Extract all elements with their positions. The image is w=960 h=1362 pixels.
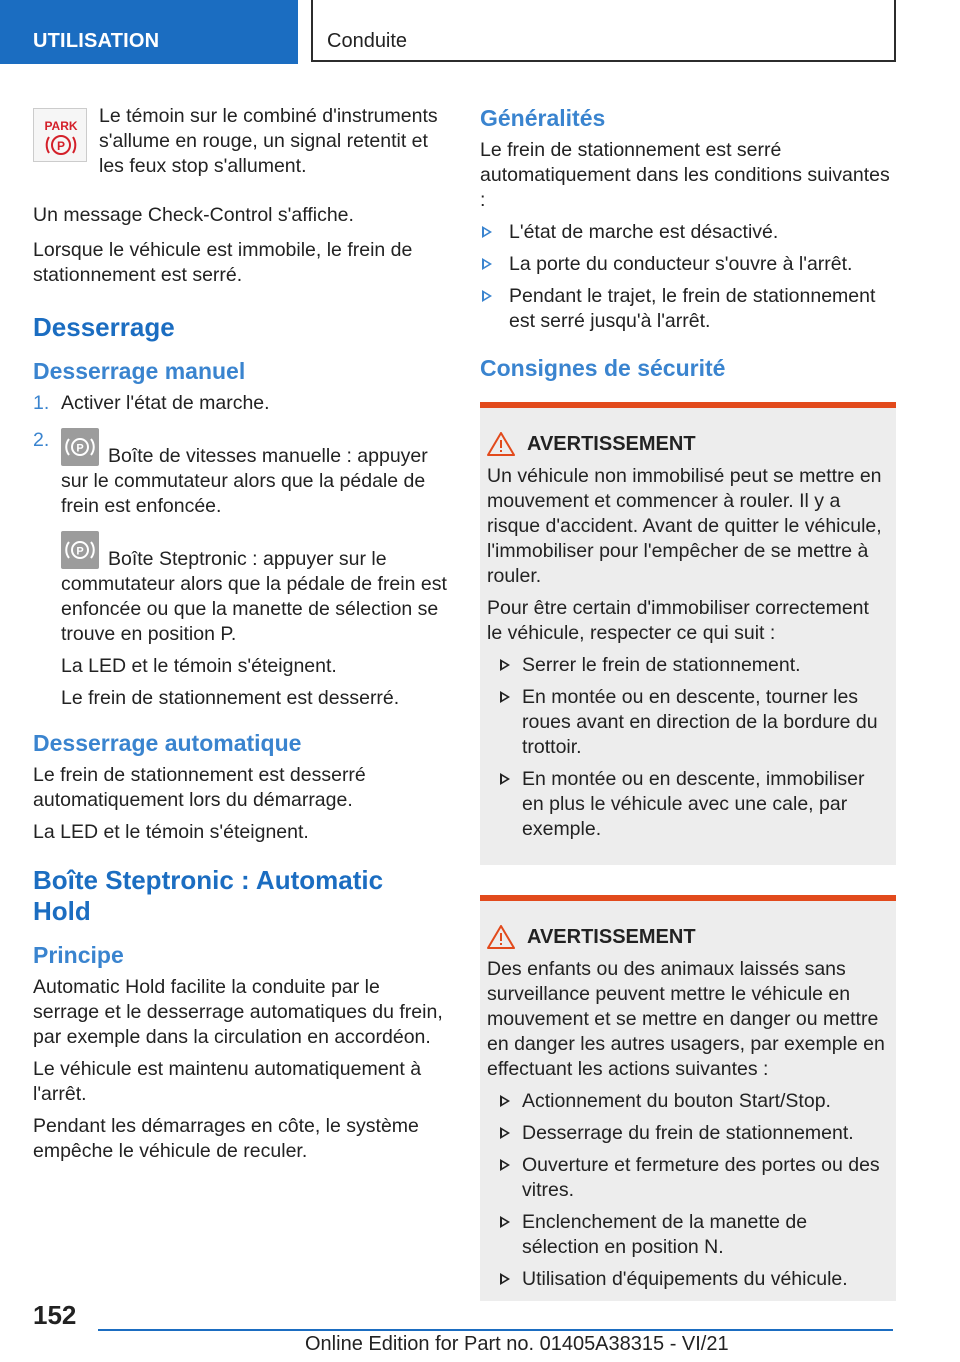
warning-box-1 xyxy=(480,402,896,865)
bullet-triangle-icon xyxy=(482,226,492,238)
immobile-text: Lorsque le véhicule est immobile, le frein de stationnement est serré. xyxy=(33,239,413,286)
parking-brake-warning-icon xyxy=(33,108,87,162)
list-item: L'état de marche est désactivé. xyxy=(480,220,896,245)
bullet-triangle-icon xyxy=(482,290,492,302)
heading-desserrage: Desserrage xyxy=(33,312,175,342)
parking-brake-switch-icon xyxy=(61,531,99,569)
step-2-steptronic xyxy=(33,531,448,647)
step-2-led-text: La LED et le témoin s'éteignent. xyxy=(61,655,337,677)
auto-text-1: Le frein de stationnement est desserré automatiquement lors du démarrage. xyxy=(33,764,366,811)
park-warning-block xyxy=(33,100,448,203)
step-2-released xyxy=(33,686,448,711)
list-item: Pendant le trajet, le frein de stationnement est serré jusqu'à l'arrêt. xyxy=(480,284,896,334)
warning-triangle-icon xyxy=(487,432,515,456)
step-2-steptronic-text: Boîte Steptronic : appuyer sur le commutateur alors que la pédale de frein est enfoncée ou que la manette de sélection se trouve en position P. xyxy=(61,548,447,645)
warning-title: AVERTISSEMENT xyxy=(487,923,888,951)
bullet-triangle-icon xyxy=(500,1273,510,1285)
list-item: Enclenchement de la manette de sélection en position N. xyxy=(487,1210,888,1260)
bullet-triangle-icon xyxy=(500,773,510,785)
warning-title: AVERTISSEMENT xyxy=(487,430,888,458)
heading-generalites: Généralités xyxy=(480,105,606,131)
heading-desserrage-manuel: Desserrage manuel xyxy=(33,358,246,384)
principe-text-3: Pendant les démarrages en côte, le système empêche le véhicule de reculer. xyxy=(33,1115,419,1162)
check-control-text: Un message Check-Control s'affiche. xyxy=(33,204,354,226)
parking-brake-switch-icon xyxy=(61,428,99,466)
heading-desserrage-automatique: Desserrage automatique xyxy=(33,730,302,756)
step-1 xyxy=(33,391,448,416)
list-item: En montée ou en descente, immobiliser en plus le véhicule avec une cale, par exemple. xyxy=(487,767,888,842)
svg-text:P: P xyxy=(76,442,84,455)
bullet-triangle-icon xyxy=(500,1127,510,1139)
step-1-number: 1. xyxy=(33,392,50,414)
header-section-label: UTILISATION xyxy=(33,30,160,52)
bullet-triangle-icon xyxy=(500,691,510,703)
list-item: En montée ou en descente, tourner les roues avant en direction de la bordure du trottoir. xyxy=(487,685,888,760)
park-intro-text: Le témoin sur le combiné d'instruments s'allume en rouge, un signal retentit et les feux stop s'allument. xyxy=(99,105,438,177)
svg-text:P: P xyxy=(76,545,84,558)
park-icon-text: PARK xyxy=(44,119,78,133)
header-section-tab xyxy=(0,0,298,64)
warning-1-text-2: Pour être certain d'immobiliser correctement le véhicule, respecter ce qui suit : xyxy=(487,597,869,644)
list-item: Serrer le frein de stationnement. xyxy=(487,653,888,678)
warning-box-2 xyxy=(480,895,896,1301)
warning-2-text: Des enfants ou des animaux laissés sans surveillance peuvent mettre le véhicule en mouvement et se mettre en danger ou mettre en danger les autres usagers, par exemple en effectuant les actions suivantes : xyxy=(487,958,885,1080)
list-item: La porte du conducteur s'ouvre à l'arrêt. xyxy=(480,252,896,277)
header-chapter-tab xyxy=(311,0,896,62)
bullet-triangle-icon xyxy=(500,659,510,671)
bullet-triangle-icon xyxy=(482,258,492,270)
bullet-triangle-icon xyxy=(500,1159,510,1171)
warning-triangle-icon xyxy=(487,925,515,949)
list-item: Utilisation d'équipements du véhicule. xyxy=(487,1267,888,1292)
left-column xyxy=(33,100,448,1171)
step-2 xyxy=(33,428,448,519)
heading-steptronic-automatic-hold: Boîte Steptronic : Automatic Hold xyxy=(33,865,384,926)
principe-text-1: Automatic Hold facilite la conduite par le serrage et le desserrage automatiques du frein, par exemple dans la circulation en accordéon. xyxy=(33,976,443,1048)
heading-consignes-securite: Consignes de sécurité xyxy=(480,355,726,381)
auto-text-2: La LED et le témoin s'éteignent. xyxy=(33,821,309,843)
right-column xyxy=(480,100,896,1301)
list-item: Actionnement du bouton Start/Stop. xyxy=(487,1089,888,1114)
bullet-triangle-icon xyxy=(500,1216,510,1228)
step-2-text: Boîte de vitesses manuelle : appuyer sur le commutateur alors que la pédale de frein est enfoncée. xyxy=(61,445,428,517)
step-2-led xyxy=(33,654,448,679)
step-1-text: Activer l'état de marche. xyxy=(61,392,270,414)
bullet-triangle-icon xyxy=(500,1095,510,1107)
list-item: Ouverture et fermeture des portes ou des vitres. xyxy=(487,1153,888,1203)
header-chapter-label: Conduite xyxy=(327,30,408,52)
footer-divider xyxy=(98,1329,893,1331)
principe-text-2: Le véhicule est maintenu automatiquement à l'arrêt. xyxy=(33,1058,422,1105)
page-number: 152 xyxy=(33,1300,77,1330)
step-2-released-text: Le frein de stationnement est desserré. xyxy=(61,687,400,709)
generalites-intro: Le frein de stationnement est serré automatiquement dans les conditions suivantes : xyxy=(480,139,890,211)
step-2-number: 2. xyxy=(33,429,50,451)
footer-edition: Online Edition for Part no. 01405A38315 - VI/21 xyxy=(305,1333,729,1355)
svg-text:P: P xyxy=(56,139,66,153)
heading-principe: Principe xyxy=(33,942,124,968)
list-item: Desserrage du frein de stationnement. xyxy=(487,1121,888,1146)
warning-1-text: Un véhicule non immobilisé peut se mettre en mouvement et commencer à rouler. Il y a risque d'accident. Avant de quitter le véhicule, l'immobiliser pour l'empêcher de se mettre à rouler. xyxy=(487,465,882,587)
